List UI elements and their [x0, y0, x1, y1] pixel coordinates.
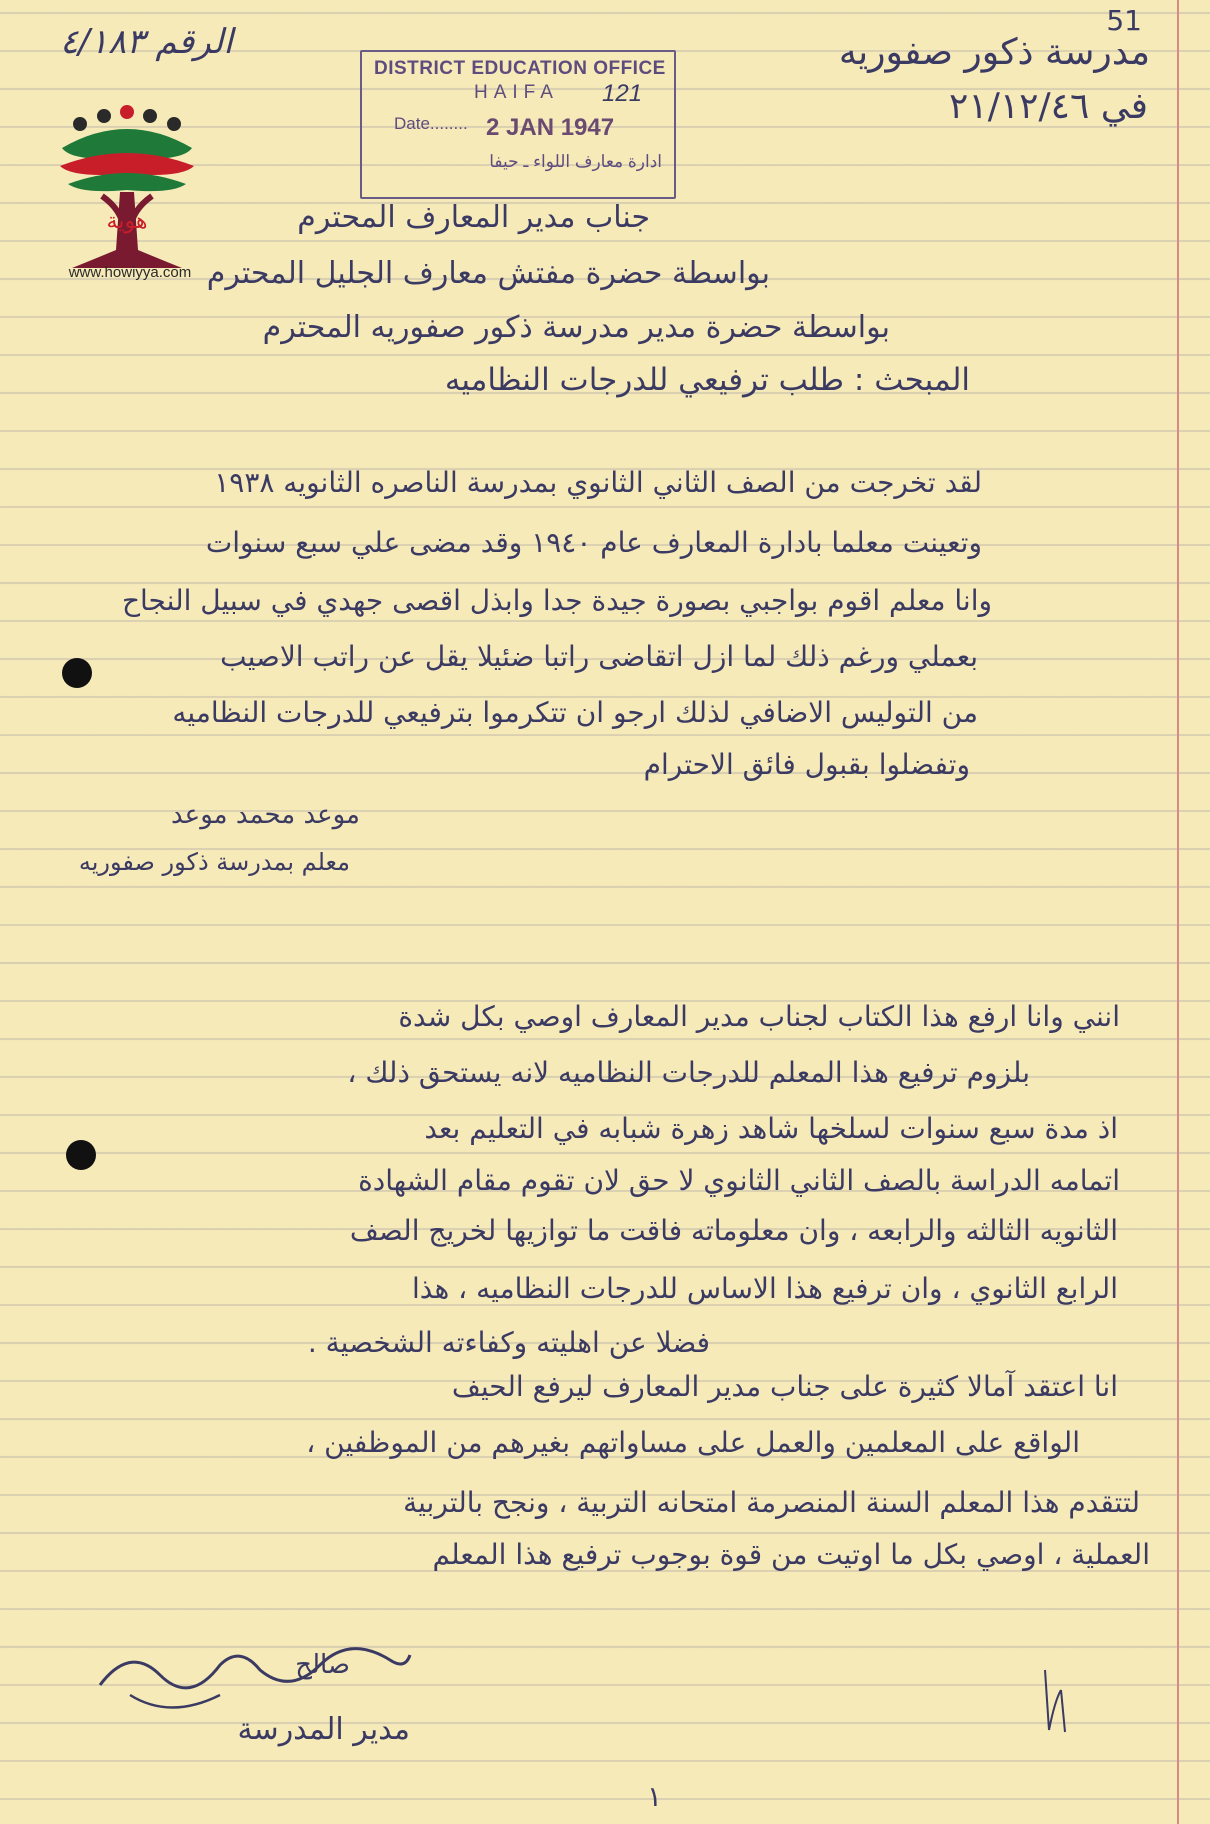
endorsement-line-10: لتتقدم هذا المعلم السنة المنصرمة امتحانه التربية ، ونجح بالتربية [403, 1486, 1140, 1519]
endorsement-line-2: بلزوم ترفيع هذا المعلم للدرجات النظاميه لانه يستحق ذلك ، [347, 1056, 1030, 1089]
body-line-2: وتعينت معلما بادارة المعارف عام ١٩٤٠ وقد مضى علي سبع سنوات [205, 526, 982, 559]
school-name: مدرسة ذكور صفوريه [838, 32, 1150, 73]
endorsement-line-11: العملية ، اوصي بكل ما اوتيت من قوة بوجوب ترفيع هذا المعلم [432, 1538, 1150, 1571]
endorsement-line-1: انني وانا ارفع هذا الكتاب لجناب مدير المعارف اوصي بكل شدة [398, 1000, 1120, 1033]
stamp-arabic: ادارة معارف اللواء ـ حيفا [489, 152, 662, 171]
letter-date: في ٢١/١٢/٤٦ [949, 86, 1148, 127]
body-line-5: من التوليس الاضافي لذلك ارجو ان تتكرموا بترفيعي للدرجات النظاميه [172, 696, 978, 729]
subject-line: المبحث : طلب ترفيعي للدرجات النظاميه [444, 362, 970, 398]
page-mark: 51 [1106, 4, 1142, 37]
stamp-number: 121 [602, 80, 643, 107]
howiyya-logo [32, 100, 222, 285]
logo-text: هوية [106, 209, 148, 234]
district-education-stamp [360, 50, 676, 199]
endorsement-line-9: الواقع على المعلمين والعمل على مساواتهم بغيرهم من الموظفين ، [306, 1426, 1080, 1459]
binder-hole-top [62, 658, 92, 688]
teacher-name: موعد محمد موعد [171, 800, 360, 830]
director-signature-name: صالح [295, 1650, 350, 1680]
address-line-1: جناب مدير المعارف المحترم [297, 200, 650, 235]
reference-number: الرقم ٤/١٨٣ [60, 22, 233, 62]
stamp-date: 2 JAN 1947 [486, 114, 615, 141]
address-line-3: بواسطة حضرة مدير مدرسة ذكور صفوريه المحترم [262, 310, 890, 345]
stamp-office: DISTRICT EDUCATION OFFICE [374, 58, 666, 79]
stamp-date-label: Date........ [394, 114, 468, 133]
endorsement-line-5: الثانويه الثالثه والرابعه ، وان معلوماته فاقت ما توازيها لخريج الصف [349, 1214, 1118, 1247]
page-number: ١ [646, 1780, 662, 1813]
endorsement-line-6: الرابع الثانوي ، وان ترفيع هذا الاساس للدرجات النظاميه ، هذا [412, 1272, 1118, 1305]
body-line-4: بعملي ورغم ذلك لما ازل اتقاضى راتبا ضئيلا يقل عن راتب الاصيب [220, 640, 978, 673]
watermark-url: www.howiyya.com [68, 264, 192, 281]
body-line-6: وتفضلوا بقبول فائق الاحترام [643, 748, 970, 781]
endorsement-line-8: انا اعتقد آمالا كثيرة على جناب مدير المعارف ليرفع الحيف [451, 1370, 1118, 1403]
body-line-1: لقد تخرجت من الصف الثاني الثانوي بمدرسة الناصره الثانويه ١٩٣٨ [214, 466, 982, 499]
binder-hole-bottom [66, 1140, 96, 1170]
stamp-city: HAIFA [474, 82, 559, 103]
endorsement-line-3: اذ مدة سبع سنوات لسلخها شاهد زهرة شبابه في التعليم بعد [424, 1112, 1118, 1145]
body-line-3: وانا معلم اقوم بواجبي بصورة جيدة جدا وابذل اقصى جهدي في سبيل النجاح [121, 584, 992, 617]
director-title: مدير المدرسة [237, 1712, 410, 1747]
address-line-2: بواسطة حضرة مفتش معارف الجليل المحترم [206, 256, 770, 291]
endorsement-line-7: فضلا عن اهليته وكفاءته الشخصية . [307, 1326, 710, 1359]
teacher-title: معلم بمدرسة ذكور صفوريه [78, 848, 350, 876]
endorsement-line-4: اتمامه الدراسة بالصف الثاني الثانوي لا حق لان تقوم مقام الشهادة [358, 1164, 1120, 1197]
pen-mark [1035, 1660, 1075, 1740]
